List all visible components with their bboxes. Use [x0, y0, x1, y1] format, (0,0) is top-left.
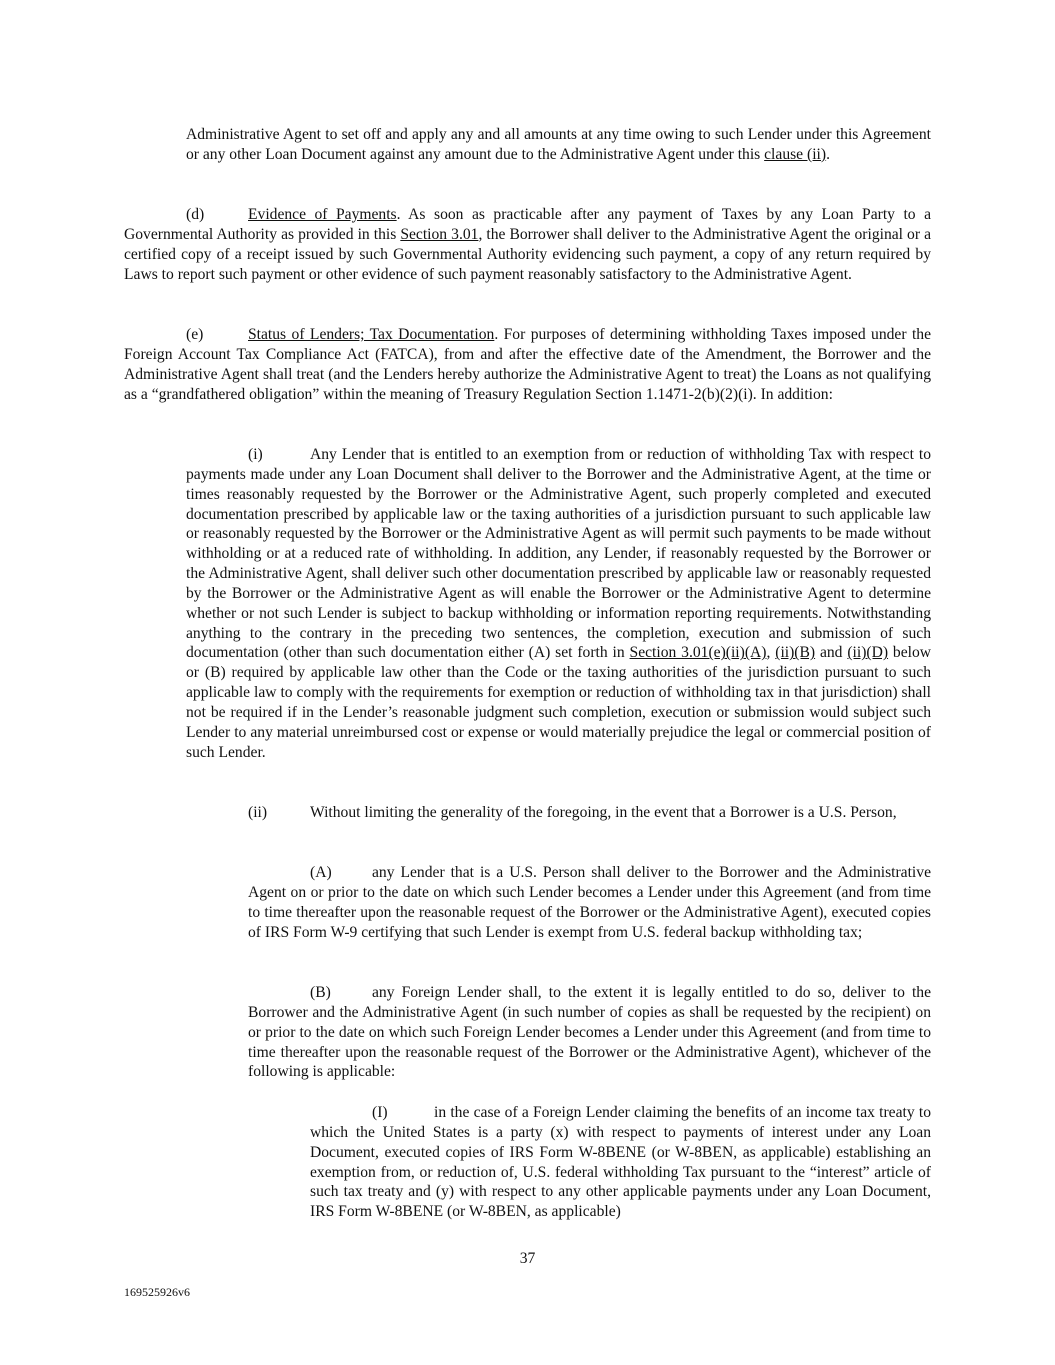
paragraph-continuation: Administrative Agent to set off and apply any and all amounts at any time owing to such Lender under this Agreement or any other Loan Document against any amount due to the Administrative Agent under this clause (ii).	[186, 126, 931, 163]
paragraph-I: (I) in the case of a Foreign Lender claiming the benefits of an income tax treaty to which the United States is a party (x) with respect to payments of interest under any Loan Document, executed copies of IRS Form W-8BENE (or W-8BEN, as applicable) establishing an exemption from, or reduction of, U.S. federal withholding Tax pursuant to the “interest” article of such tax treaty and (y) with respect to any other applicable payments under any Loan Document, IRS Form W-8BENE (or W-8BEN, as applicable)	[310, 1104, 931, 1221]
paragraph-ii: (ii) Without limiting the generality of the foregoing, in the event that a Borrower is a U.S. Person,	[248, 804, 897, 821]
paragraph-e-label: (e)	[186, 326, 204, 343]
paragraph-e-heading: Status of Lenders; Tax Documentation	[248, 326, 495, 343]
paragraph-A-label: (A)	[310, 864, 332, 881]
paragraph-B-label: (B)	[310, 984, 331, 1001]
paragraph-d: (d) Evidence of Payments. As soon as practicable after any payment of Taxes by any Loan Party to a Governmental Authority as provided in this Section 3.01, the Borrower shall deliver to the Administrative Agent the original or a certified copy of a receipt issued by such Governmental Authority evidencing such payment, a copy of any return required by Laws to report such payment or other evidence of such payment reasonably satisfactory to the Administrative Agent.	[124, 206, 931, 283]
paragraph-A: (A) any Lender that is a U.S. Person shall deliver to the Borrower and the Administrative Agent on or prior to the date on which such Lender becomes a Lender under this Agreement (and from time to time thereafter upon the reasonable request of the Borrower or the Administrative Agent), executed copies of IRS Form W-9 certifying that such Lender is exempt from U.S. federal backup withholding tax;	[248, 864, 931, 941]
paragraph-i: (i) Any Lender that is entitled to an exemption from or reduction of withholding Tax with respect to payments made under any Loan Document shall deliver to the Borrower and the Administrative Agent, at the time or times reasonably requested by the Borrower or the Administrative Agent, such properly completed and executed documentation prescribed by applicable law or the taxing authorities of a jurisdiction pursuant to such applicable law or reasonably requested by the Borrower or the Administrative Agent as will permit such payments to be made without withholding or at a reduced rate of withholding. In addition, any Lender, if reasonably requested by the Borrower or the Administrative Agent, shall deliver such other documentation prescribed by applicable law or reasonably requested by the Borrower or the Administrative Agent as will enable the Borrower or the Administrative Agent to determine whether or not such Lender is subject to backup withholding or information reporting requirements. Notwithstanding anything to the contrary in the preceding two sentences, the completion, execution and submission of such documentation (other than such documentation either (A) set forth in Section 3.01(e)(ii)(A), (ii)(B) and (ii)(D) below or (B) required by applicable law other than the Code or the taxing authorities of the jurisdiction pursuant to such applicable law to comply with the requirements for exemption or reduction of withholding tax in that jurisdiction) shall not be required if in the Lender’s reasonable judgment such completion, execution or submission would subject such Lender to any material unreimbursed cost or expense or would materially prejudice the legal or commercial position of such Lender.	[186, 446, 932, 761]
paragraph-ii-label: (ii)	[248, 804, 268, 821]
paragraph-d-label: (d)	[186, 206, 205, 223]
ii-b-reference: (ii)(B)	[775, 644, 816, 662]
section-3-01-e-ii-a-reference: Section 3.01(e)(ii)(A)	[629, 644, 767, 662]
clause-ii-reference: clause (ii)	[764, 145, 827, 163]
paragraph-i-label: (i)	[248, 446, 263, 463]
paragraph-I-label: (I)	[372, 1104, 388, 1121]
paragraph-B: (B) any Foreign Lender shall, to the extent it is legally entitled to do so, deliver to the Borrower and the Administrative Agent (in such number of copies as shall be requested by the recipient) on or prior to the date on which such Foreign Lender becomes a Lender under this Agreement (and from time to time thereafter upon the reasonable request of the Borrower or the Administrative Agent), whichever of the following is applicable:	[248, 984, 931, 1081]
paragraph-e: (e) Status of Lenders; Tax Documentation. For purposes of determining withholding Taxes imposed under the Foreign Account Tax Compliance Act (FATCA), from and after the effective date of the Amendment, the Borrower and the Administrative Agent shall treat (and the Lenders hereby authorize the Administrative Agent to treat) the Loans as not qualifying as a “grandfathered obligation” within the meaning of Treasury Regulation Section 1.1471-2(b)(2)(i). In addition:	[124, 326, 931, 403]
section-3-01-reference: Section 3.01	[400, 225, 479, 243]
page-number: 37	[519, 1250, 536, 1267]
paragraph-d-heading: Evidence of Payments	[248, 206, 397, 223]
ii-d-reference: (ii)(D)	[847, 644, 889, 662]
document-id: 169525926v6	[124, 1285, 190, 1299]
